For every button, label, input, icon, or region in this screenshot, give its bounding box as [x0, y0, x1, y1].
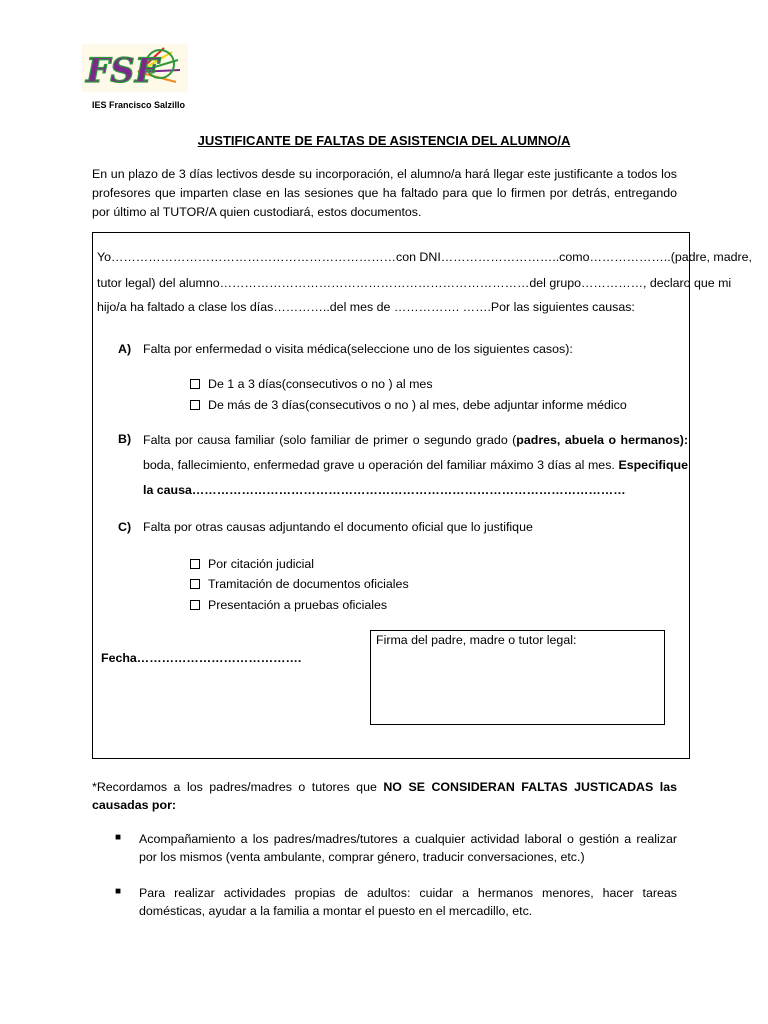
option-c1[interactable] — [190, 557, 314, 571]
note-paragraph — [92, 778, 677, 814]
option-c2[interactable] — [190, 577, 409, 591]
signature-label: Firma del padre, madre o tutor legal: — [376, 633, 577, 647]
section-b-specify: Especifique la causa…………………………………………………………………………………………… — [143, 458, 688, 497]
section-c-letter: C) — [118, 520, 132, 534]
option-c3[interactable] — [190, 598, 387, 612]
section-b-text-bold: padres, abuela o hermanos): — [516, 433, 689, 447]
intro-paragraph: En un plazo de 3 días lectivos desde su incorporación, el alumno/a hará llegar este justificante a todos los profesores que imparten clase en las sesiones que ha faltado para que lo firmen por detrás, entregando por último al TUTOR/A quien custodiará, estos documentos. — [92, 167, 677, 219]
checkbox[interactable] — [190, 400, 200, 410]
option-a2-label: De más de 3 días(consecutivos o no ) al mes, debe adjuntar informe médico — [208, 398, 627, 412]
note-bold: NO SE CONSIDERAN FALTAS JUSTICADAS las causadas por: — [92, 780, 677, 812]
checkbox[interactable] — [190, 379, 200, 389]
option-c3-label: Presentación a pruebas oficiales — [208, 598, 388, 612]
signature-box[interactable] — [370, 630, 665, 725]
bullet-icon: ■ — [115, 886, 122, 897]
option-c1-label: Por citación judicial — [208, 557, 315, 571]
declaration-line-2: tutor legal) del alumno…………………………………………………………………del grupo……………, declaro que mi — [97, 276, 732, 290]
bullet-item-2: Para realizar actividades propias de adultos: cuidar a hermanos menores, hacer tareas domésticas, ayudar a la familia a montar el puesto en el mercadillo, etc. — [139, 886, 677, 918]
checkbox[interactable] — [190, 579, 200, 589]
section-a-text: Falta por enfermedad o visita médica(seleccione uno de los siguientes casos): — [143, 342, 573, 356]
note-text: *Recordamos a los padres/madres o tutores que — [92, 780, 384, 794]
section-b-text-1: Falta por causa familiar (solo familiar de primer o segundo grado ( — [143, 433, 517, 447]
checkbox[interactable] — [190, 600, 200, 610]
bullet-item-1: Acompañamiento a los padres/madres/tutores a cualquier actividad laboral o gestión a realizar por los mismos (venta ambulante, comprar género, traducir conversaciones, etc.) — [139, 832, 677, 864]
bullet-icon: ■ — [115, 832, 122, 843]
declaration-line-1: Yo……………………………………………………………con DNI………………………..como………………..(padre, madre, — [97, 250, 752, 264]
checkbox[interactable] — [190, 559, 200, 569]
option-a2[interactable] — [190, 398, 627, 412]
document-title: JUSTIFICANTE DE FALTAS DE ASISTENCIA DEL ALUMNO/A — [197, 133, 571, 148]
school-logo — [80, 42, 190, 94]
school-name: IES Francisco Salzillo — [92, 100, 186, 110]
section-c-text: Falta por otras causas adjuntando el documento oficial que lo justifique — [143, 520, 533, 534]
section-b-text — [143, 428, 688, 503]
option-a1[interactable] — [190, 377, 433, 391]
fecha-field[interactable]: Fecha…………………………………. — [101, 651, 302, 665]
declaration-line-3: hijo/a ha faltado a clase los días…………..del mes de ……………. …….Por las siguientes causas: — [97, 300, 635, 314]
section-b-letter: B) — [118, 432, 132, 446]
option-a1-label: De 1 a 3 días(consecutivos o no ) al mes — [208, 377, 433, 391]
section-a-letter: A) — [118, 342, 132, 356]
logo-lettering: FSF — [86, 51, 159, 91]
section-b-text-2: boda, fallecimiento, enfermedad grave u operación del familiar máximo 3 días al mes. — [143, 458, 619, 472]
option-c2-label: Tramitación de documentos oficiales — [208, 577, 409, 591]
